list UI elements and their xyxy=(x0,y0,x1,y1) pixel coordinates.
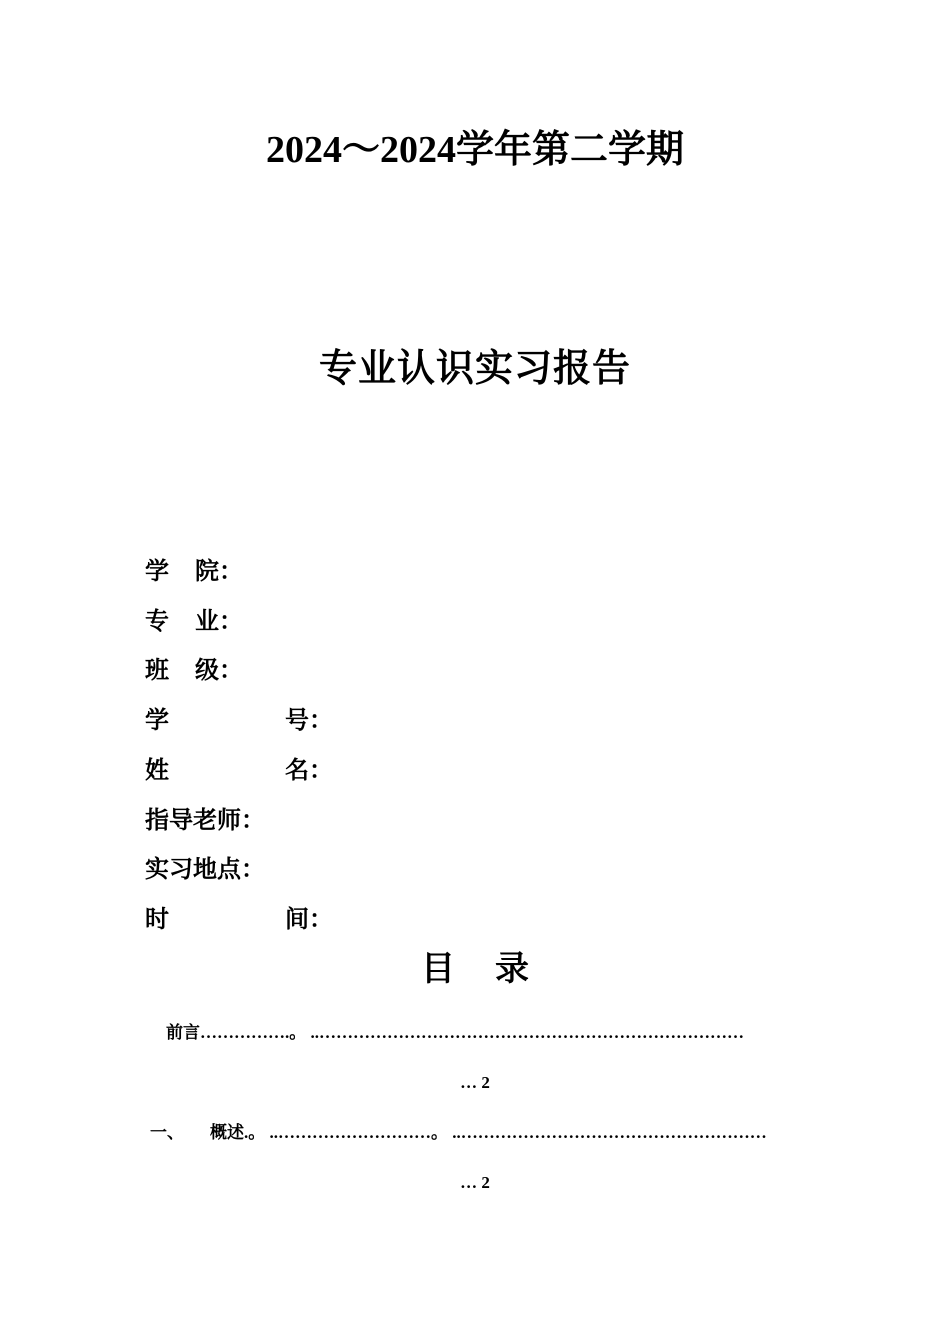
field-time-char-2: 间： xyxy=(285,907,333,933)
field-college xyxy=(145,557,243,587)
field-major-char-1: 专 xyxy=(145,609,169,635)
field-college-char-2: 院： xyxy=(195,559,243,585)
field-student-id-char-1: 学 xyxy=(145,708,169,734)
field-class-char-2: 级： xyxy=(195,658,243,684)
field-name-char-1: 姓 xyxy=(145,758,169,784)
field-student-id-char-2: 号： xyxy=(285,708,333,734)
toc-entry-leader: ..………………………………………………………………… xyxy=(310,1023,744,1042)
field-major xyxy=(145,607,243,637)
field-major-char-2: 业： xyxy=(195,609,243,635)
toc-entry-leader: ..……………………………………………… xyxy=(452,1123,767,1142)
toc-entry[interactable] xyxy=(150,1122,767,1144)
field-advisor: 指导老师： xyxy=(145,808,265,834)
report-title: 专业认识实习报告 xyxy=(318,348,631,390)
toc-entry[interactable] xyxy=(166,1022,744,1044)
toc-entry-leader: .。 xyxy=(244,1123,266,1142)
toc-entry-separator: .。 xyxy=(285,1023,307,1042)
toc-entry-number: 一、 xyxy=(150,1123,184,1142)
toc-entry-page: … 2 xyxy=(460,1073,490,1092)
field-college-char-1: 学 xyxy=(145,559,169,585)
toc-title-char-1: 目 xyxy=(421,951,455,988)
academic-term-title: 2024～2024学年第二学期 xyxy=(265,129,684,171)
toc-entry-separator: ..………………………。 xyxy=(269,1123,448,1142)
toc-title xyxy=(0,948,950,992)
toc-entry-label: 前言 xyxy=(166,1023,200,1042)
toc-entry-leader: …………… xyxy=(200,1023,285,1042)
toc-entry-label: 概述 xyxy=(210,1123,244,1142)
toc-title-char-2: 录 xyxy=(495,951,529,988)
field-time xyxy=(145,905,333,935)
field-class xyxy=(145,656,243,686)
toc-entry-page: … 2 xyxy=(460,1173,490,1192)
field-student-id xyxy=(145,706,333,736)
field-name xyxy=(145,756,333,786)
field-time-char-1: 时 xyxy=(145,907,169,933)
field-name-char-2: 名： xyxy=(285,758,333,784)
field-location: 实习地点： xyxy=(145,857,265,883)
field-class-char-1: 班 xyxy=(145,658,169,684)
